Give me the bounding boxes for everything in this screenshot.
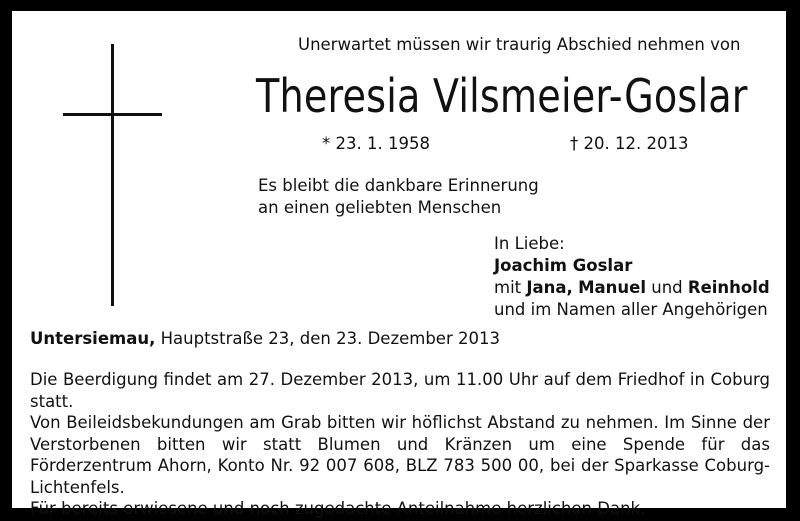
donation-paragraph: Von Beileidsbekundungen am Grab bitten wir höflichst Abstand zu nehmen. Im Sinne der Verstorbenen bitten wir statt Blumen und Kränzen um eine Spende für das Förderzentrum Ahorn, Konto Nr. 92 007 608, BLZ 783 500 00, bei der Sparkasse Coburg-Lichtenfels. [30, 413, 770, 497]
mourners-block [494, 233, 770, 321]
memory-text [258, 175, 578, 219]
mourner-name: Joachim Goslar [494, 256, 633, 275]
deceased-name: Theresia Vilsmeier-Goslar [256, 69, 748, 123]
cross-vertical-bar [111, 44, 114, 306]
memory-line-2: an einen geliebten Menschen [258, 198, 502, 217]
thanks-paragraph: Für bereits erwiesene und noch zugedachte Anteilnahme herzlichen Dank. [30, 499, 646, 518]
love-label: In Liebe: [494, 234, 565, 253]
child-2: Manuel [578, 278, 646, 297]
funeral-paragraph: Die Beerdigung findet am 27. Dezember 2013, um 11.00 Uhr auf dem Friedhof in Coburg statt. [30, 370, 770, 411]
birth-date: * 23. 1. 1958 [322, 134, 430, 153]
und-text: und [651, 278, 683, 297]
family-line: und im Namen aller Angehörigen [494, 300, 768, 319]
memory-line-1: Es bleibt die dankbare Erinnerung [258, 176, 539, 195]
place-name: Untersiemau, [30, 329, 156, 348]
intro-text: Unerwartet müssen wir traurig Abschied nehmen von [298, 35, 741, 54]
mit-text: mit [494, 278, 522, 297]
address-date: Hauptstraße 23, den 23. Dezember 2013 [155, 329, 500, 348]
details-text [30, 369, 770, 520]
children-line [494, 277, 770, 299]
cross-horizontal-bar [63, 113, 162, 116]
place-date-line [30, 329, 500, 348]
child-3: Reinhold [687, 278, 770, 297]
child-1: Jana, [526, 278, 573, 297]
obituary-card [12, 11, 786, 518]
death-date: † 20. 12. 2013 [570, 134, 689, 153]
